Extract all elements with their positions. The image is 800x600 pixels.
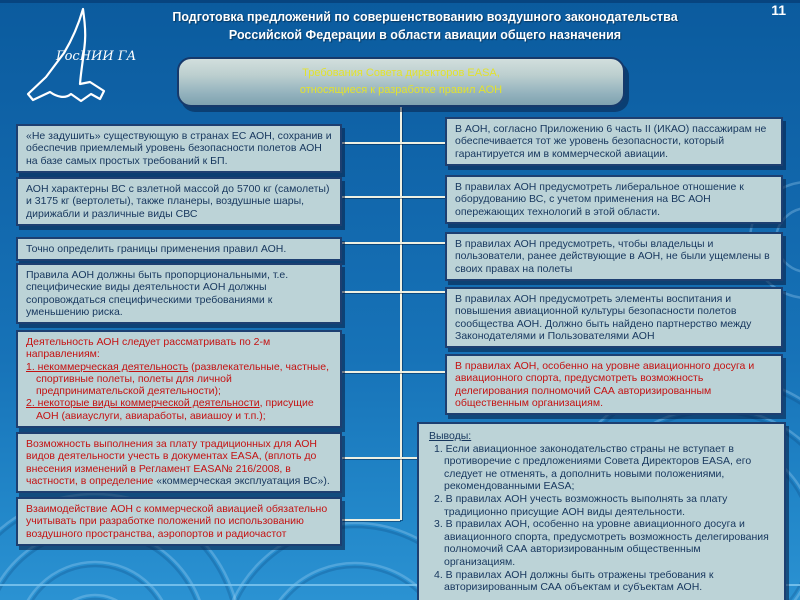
requirement-box-right-3 [445, 232, 783, 281]
box-text: , присущие АОН (авиауслуги, авиаработы, авиашоу и т.п.); [36, 397, 314, 422]
box-text: В правилах АОН предусмотреть либеральное отношение к оборудованию ВС, с учетом применения на ВС АОН опережающих технологий в этой области. [455, 181, 744, 218]
conclusions-heading: Выводы: [429, 430, 472, 442]
aircraft-logo-icon [20, 6, 150, 108]
box-text: В правилах АОН, особенно на уровне авиационного досуга и авиационного спорта, предусмотреть возможность делегирования полномочий САА авторизированным общественным организациям. [455, 360, 755, 409]
box-text: (развлекательные, частные, спортивные полеты, полеты для личной предпринимательской деятельности); [36, 360, 329, 398]
box-list-item-1 [26, 361, 332, 398]
box-text: Взаимодействие АОН с коммерческой авиацией обязательно учитывать при разработке положений по использованию воздушного пространства, аэропортов и радиочастот [26, 503, 328, 540]
box-list-item-2 [26, 397, 332, 422]
connector-branch-left-7 [342, 519, 400, 521]
requirement-box-left-2 [16, 177, 342, 226]
header-box-line1: Требования Совета директоров EASA, [302, 66, 500, 79]
logo-text: ГосНИИ ГА [56, 49, 137, 64]
connector-branch-right-5 [400, 371, 445, 373]
box-text-intro: Деятельность АОН следует рассматривать по 2-м направлениям: [26, 336, 271, 361]
gosniiga-logo [20, 6, 150, 113]
conclusions-box [417, 422, 786, 600]
requirement-box-left-5 [16, 330, 342, 428]
box-text: АОН характерны ВС с взлетной массой до 5700 кг (самолеты) и 3175 кг (вертолеты), также планеры, воздушные шары, дирижабли и различные виды СВС [26, 183, 330, 220]
conclusion-item: 2. В правилах АОН учесть возможность выполнять за плату традиционно присущие АОН виды деятельности. [434, 492, 728, 518]
box-text-highlight: «коммерческая эксплуатация ВС»). [156, 474, 330, 487]
connector-branch-right-1 [400, 142, 445, 144]
page-title [105, 8, 745, 44]
box-text: Правила АОН должны быть пропорциональными, т.е. специфические виды деятельности АОН должны сопровождаться специфическими требованиями к уменьшению риска. [26, 269, 289, 318]
box-text: Возможность выполнения за плату традиционных для АОН видов деятельности учесть в документах EASA, (вплоть до внесения изменений в Регламент EASA№ 216/2008, в частности, в определение [26, 438, 318, 487]
requirements-header-box [177, 57, 625, 107]
requirement-box-right-1 [445, 117, 783, 166]
underlined-term: 1. некоммерческая деятельность [26, 360, 189, 373]
box-text: Точно определить границы применения правил АОН. [26, 243, 287, 255]
connector-branch-right-2 [400, 196, 445, 198]
requirement-box-left-6 [16, 432, 342, 493]
requirement-box-right-2 [445, 175, 783, 224]
requirement-box-left-1 [16, 124, 342, 173]
conclusion-item: 3. В правилах АОН, особенно на уровне авиационного досуга и авиационного спорта, предусмотреть возможность делегирования полномочий САА авторизированным общественным организациям. [434, 518, 769, 568]
connector-branch-conclusions [400, 457, 417, 459]
page-title-line1: Подготовка предложений по совершенствованию воздушного законодательства [172, 10, 678, 24]
header-box-line2: относящиеся к разработке правил АОН [299, 84, 503, 96]
slide-number: 11 [771, 2, 786, 18]
requirement-box-right-4 [445, 287, 783, 348]
requirement-box-right-5 [445, 354, 783, 415]
page-title-line2: Российской Федерации в области авиации общего назначения [228, 28, 622, 43]
connector-branch-right-3 [400, 242, 445, 244]
box-text: В АОН, согласно Приложению 6 часть II (ИКАО) пассажирам не обеспечивается тот же уровень безопасности, который гарантируется им в коммерческой авиации. [455, 123, 767, 160]
connector-branch-left-4 [342, 291, 400, 293]
connector-branch-left-1 [342, 142, 400, 144]
requirement-box-left-7 [16, 497, 342, 546]
box-text: В правилах АОН предусмотреть элементы воспитания и повышения авиационной культуры безопасности полетов сообщества АОН. Должно быть найдено партнерство между Законодателями и Пользователями АОН [455, 293, 752, 342]
requirement-box-left-3 [16, 237, 342, 261]
conclusion-item: 1. Если авиационное законодательство страны не вступает в противоречие с предложениями Совета Директоров EASA, его следует не отменять, а дополнить новыми положениями, рекомендованными EASA; [434, 442, 752, 493]
connector-branch-left-3 [342, 242, 400, 244]
requirement-box-left-4 [16, 263, 342, 324]
connector-branch-right-4 [400, 291, 445, 293]
connector-branch-left-5 [342, 371, 400, 373]
connector-branch-left-2 [342, 196, 400, 198]
underlined-term: 2. некоторые виды коммерческой деятельности [26, 397, 260, 410]
box-text: «Не задушить» существующую в странах ЕС АОН, сохранив и обеспечив приемлемый уровень безопасности полетов АОН на базе самых простых требований к БП. [26, 130, 332, 167]
connector-branch-left-6 [342, 457, 400, 459]
conclusion-item: 4. В правилах АОН должны быть отражены требования к авторизированным САА объектам и субъектам АОН. [434, 568, 714, 594]
box-text: В правилах АОН предусмотреть, чтобы владельцы и пользователи, ранее действующие в АОН, не были ущемлены в своих правах на полеты [455, 238, 770, 275]
